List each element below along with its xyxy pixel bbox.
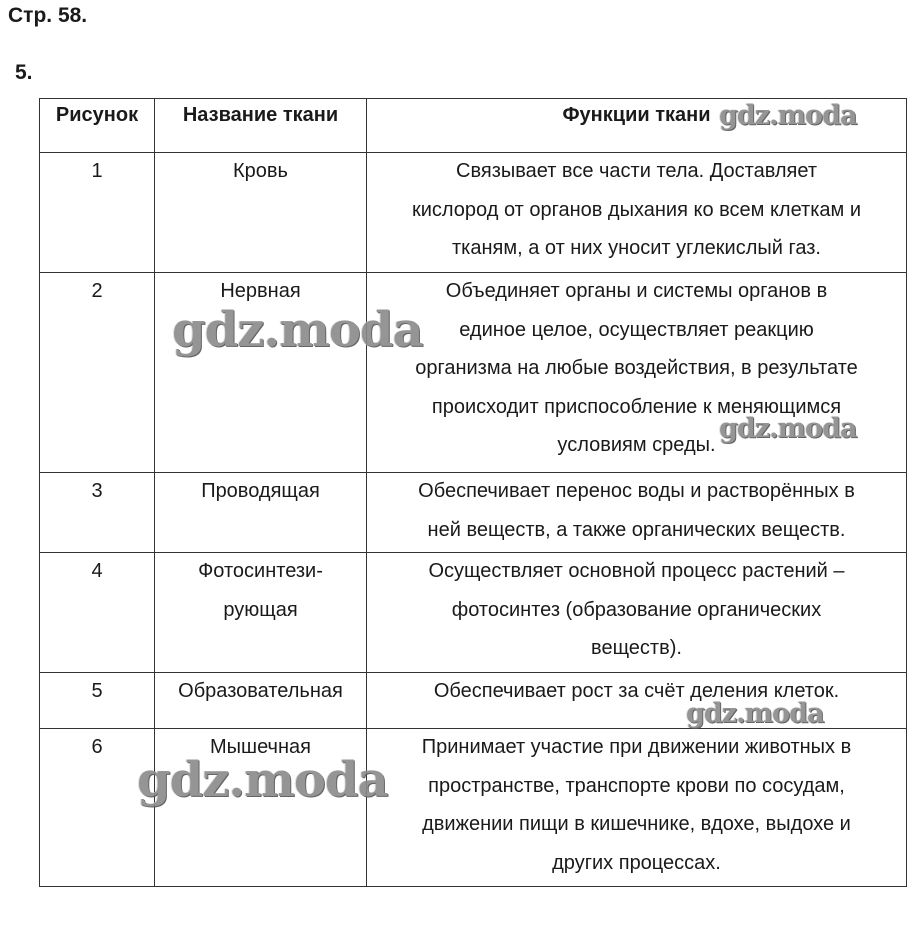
- watermark: gdz.moda: [137, 752, 388, 808]
- tissue-functions-line: Обеспечивает рост за счёт деления клеток.: [433, 680, 840, 702]
- tissue-name-cell: [155, 553, 367, 673]
- figure-cell: [40, 673, 155, 729]
- tissue-functions-line: условиям среды.: [557, 434, 716, 456]
- figure-number: 5: [91, 680, 103, 702]
- tissue-functions-cell: [367, 729, 907, 887]
- table-row: [40, 153, 907, 273]
- tissue-functions-line: Осуществляет основной процесс растений –: [428, 560, 845, 582]
- tissue-name-line: Мышечная: [210, 736, 311, 758]
- tissue-functions-line: тканям, а от них уносит углекислый газ.: [452, 237, 821, 259]
- tissue-name-line: Образовательная: [178, 680, 343, 702]
- figure-cell: [40, 729, 155, 887]
- table-row: [40, 553, 907, 673]
- tissue-functions-line: Обеспечивает перенос воды и растворённых в: [418, 480, 855, 502]
- tissue-functions-line: единое целое, осуществляет реакцию: [459, 318, 814, 341]
- table-row: [40, 273, 907, 473]
- tissue-name-cell: [155, 729, 367, 887]
- watermark: gdz.moda: [172, 302, 423, 358]
- header-tissue-name: Название ткани: [155, 99, 367, 153]
- figure-cell: [40, 273, 155, 473]
- tissue-functions-line: других процессах.: [552, 851, 721, 874]
- tissue-name-cell: [155, 473, 367, 553]
- figure-cell: [40, 473, 155, 553]
- table-header-row: [40, 99, 907, 153]
- figure-number: 4: [91, 560, 103, 582]
- tissue-name-line: Кровь: [233, 160, 288, 182]
- tissue-functions-line: Связывает все части тела. Доставляет: [456, 160, 817, 182]
- tissue-name-cell: [155, 673, 367, 729]
- tissue-name-line: Проводящая: [201, 480, 320, 502]
- tissue-functions-cell: [367, 473, 907, 553]
- figure-number: 3: [91, 480, 103, 502]
- tissue-functions-line: происходит приспособление к меняющимся: [431, 395, 842, 418]
- tissue-functions-line: организма на любые воздействия, в результате: [415, 357, 858, 379]
- table-body: [40, 153, 907, 887]
- tissue-functions-cell: [367, 553, 907, 673]
- tissue-functions-line: фотосинтез (образование органических: [451, 598, 822, 621]
- table-row: [40, 473, 907, 553]
- tissue-functions-line: Объединяет органы и системы органов в: [445, 280, 828, 302]
- header-tissue-functions: Функции ткани: [367, 99, 907, 153]
- tissue-table: [39, 98, 907, 887]
- tissue-name-cell: [155, 153, 367, 273]
- figure-number: 2: [91, 280, 103, 302]
- tissue-functions-cell: [367, 273, 907, 473]
- tissue-functions-cell: [367, 673, 907, 729]
- tissue-functions-line: веществ).: [591, 637, 682, 659]
- watermark: gdz.moda: [719, 100, 857, 131]
- tissue-functions-line: кислород от органов дыхания ко всем клеткам и: [411, 198, 862, 221]
- tissue-name-line: Нервная: [220, 280, 301, 302]
- watermark: gdz.moda: [686, 698, 824, 729]
- tissue-name-line: рующая: [223, 598, 298, 621]
- figure-number: 6: [91, 736, 103, 758]
- tissue-functions-cell: [367, 153, 907, 273]
- page-heading: Стр. 58.: [8, 4, 88, 27]
- tissue-functions-line: пространстве, транспорте крови по сосудам,: [428, 774, 845, 797]
- table-row: [40, 729, 907, 887]
- tissue-name-cell: [155, 273, 367, 473]
- figure-cell: [40, 153, 155, 273]
- task-number: 5.: [15, 61, 33, 84]
- tissue-functions-line: ней веществ, а также органических веществ.: [427, 518, 846, 541]
- tissue-name-line: Фотосинтези-: [198, 560, 323, 582]
- figure-cell: [40, 553, 155, 673]
- tissue-functions-line: Принимает участие при движении животных в: [421, 736, 852, 758]
- header-figure: Рисунок: [40, 99, 155, 153]
- figure-number: 1: [91, 160, 103, 182]
- table-row: [40, 673, 907, 729]
- watermark: gdz.moda: [719, 413, 857, 444]
- tissue-functions-line: движении пищи в кишечнике, вдохе, выдохе и: [422, 813, 851, 835]
